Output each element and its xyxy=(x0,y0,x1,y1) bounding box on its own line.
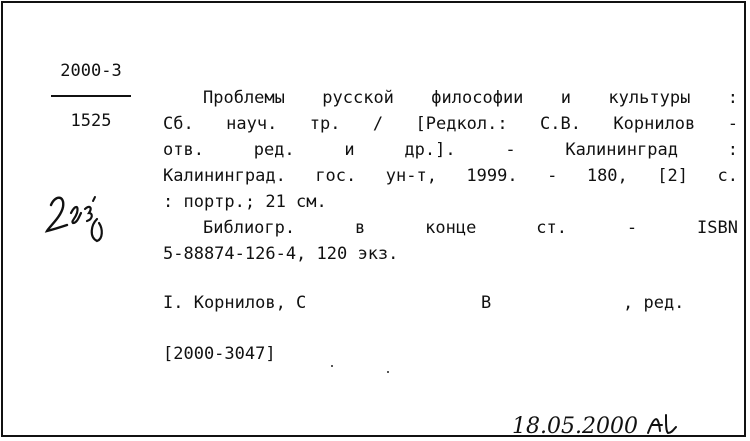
added-entry xyxy=(163,290,723,316)
word: Калининград. xyxy=(163,166,286,186)
word: Сб. xyxy=(163,114,194,134)
bibliographic-entry xyxy=(163,85,738,267)
word: в xyxy=(355,218,366,238)
word: 180, xyxy=(586,166,628,186)
word: : xyxy=(727,88,738,108)
card-number: [2000-3047] xyxy=(163,344,276,364)
word: / xyxy=(372,114,384,134)
word: - xyxy=(505,140,516,160)
word: Проблемы xyxy=(203,88,285,108)
word: С.В. xyxy=(540,114,581,134)
word: с. xyxy=(717,166,738,186)
word: Калининград xyxy=(565,140,678,160)
handwritten-date xyxy=(508,403,698,441)
word: - xyxy=(727,114,738,134)
catalog-card xyxy=(1,1,746,437)
handwritten-date-text: 18.05.2000 xyxy=(512,414,638,439)
word: гос. xyxy=(315,166,357,186)
word: и xyxy=(344,140,355,160)
entry-line-4 xyxy=(163,163,738,189)
word: конце xyxy=(425,218,477,238)
call-number-bottom: 1525 xyxy=(70,111,112,131)
added-entry-name: I. Корнилов, С xyxy=(163,293,307,313)
stray-mark xyxy=(331,365,333,367)
word: и xyxy=(560,88,572,108)
word: др.]. xyxy=(404,140,456,160)
entry-line-6 xyxy=(163,215,738,241)
entry-line-2 xyxy=(163,111,738,137)
word: - xyxy=(626,218,638,238)
word: ст. xyxy=(536,218,567,238)
added-entry-role: , ред. xyxy=(623,293,685,313)
entry-line-5: : портр.; 21 см. xyxy=(163,192,327,212)
word: Корнилов xyxy=(613,114,696,134)
entry-line-1 xyxy=(163,85,738,111)
word: культуры xyxy=(608,88,691,108)
word: [2] xyxy=(657,166,688,186)
stray-mark xyxy=(387,371,389,373)
word: русской xyxy=(322,88,394,108)
added-entry-initial: В xyxy=(481,293,492,313)
word: - xyxy=(547,166,558,186)
call-number-top: 2000-3 xyxy=(60,61,122,81)
word: 1999. xyxy=(466,166,518,186)
word: Библиогр. xyxy=(203,218,296,238)
word: тр. xyxy=(309,114,341,134)
call-number-divider xyxy=(51,95,131,97)
handwritten-margin-note xyxy=(41,183,111,253)
word: [Редкол.: xyxy=(415,114,508,134)
word: науч. xyxy=(226,114,278,134)
word: ун-т, xyxy=(385,166,437,186)
word: философии xyxy=(431,88,524,108)
entry-line-3 xyxy=(163,137,738,163)
word: ISBN xyxy=(696,218,738,238)
entry-line-7: 5-88874-126-4, 120 экз. xyxy=(163,244,399,264)
word: : xyxy=(727,140,738,160)
word: ред. xyxy=(253,140,295,160)
word: отв. xyxy=(163,140,204,160)
